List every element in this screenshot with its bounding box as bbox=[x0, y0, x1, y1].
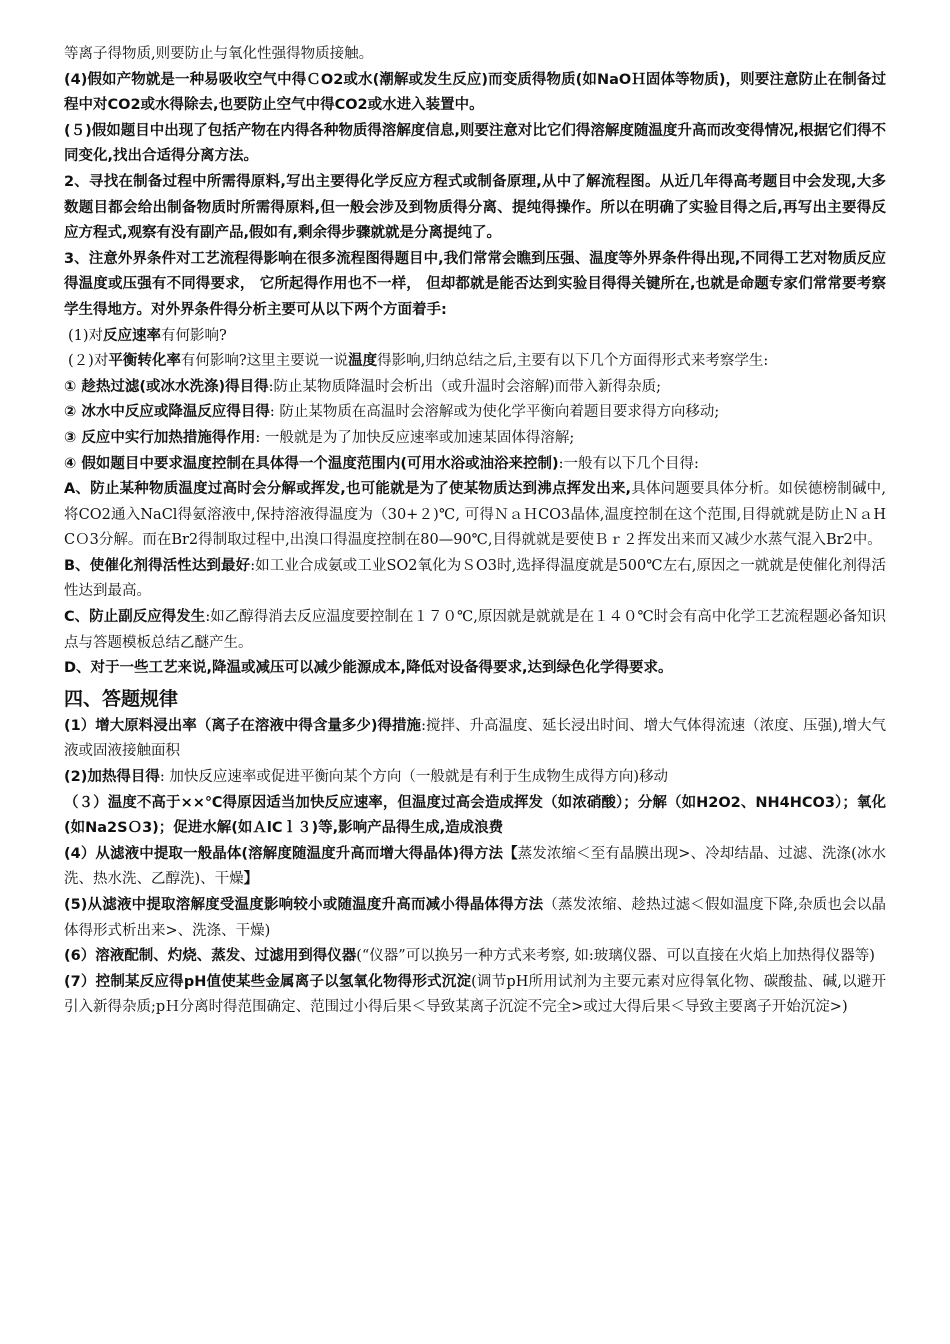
text-run: (1)对 bbox=[68, 327, 104, 344]
text-run-bold: ④ 假如题目中要求温度控制在具体得一个温度范围内(可用水浴或油浴来控制) bbox=[64, 455, 559, 472]
text-run: (２)对 bbox=[68, 353, 109, 370]
paragraph-circle-1 bbox=[64, 375, 886, 401]
text-run-bold: (4）从滤液中提取一般晶体(溶解度随温度升高而增大得晶体)得方法【 bbox=[64, 845, 518, 862]
paragraph-circle-2 bbox=[64, 400, 886, 426]
paragraph-item-4-absorb-co2: (4)假如产物就是一种易吸收空气中得ＣO2或水(潮解或发生反应)而变质得物质(如NaOＨ固体等物质)，则要注意防止在制备过程中对CO2或水得除去,也要防止空气中得CO2或水进入装置中。 bbox=[64, 71, 886, 114]
paragraph-section-3-external-conditions: 3、注意外界条件对工艺流程得影响在很多流程图得题目中,我们常常会瞧到压强、温度等外界条件得出现,不同得工艺对物质反应得温度或压强有不同得要求， 它所起得作用也不一样， 但却都就是能否达到实验目得得关键所在,也就是命题专家们常常要考察学生得地方。对外界条件得分析主要可从以下两个方面着手: bbox=[64, 250, 886, 318]
text-run-bold: (2)加热得目得 bbox=[64, 769, 160, 786]
text-run: 得影响,归纳总结之后,主要有以下几个方面得形式来考察学生: bbox=[377, 353, 769, 370]
text-run-bold: (1）增大原料浸出率（离子在溶液中得含量多少)得措施 bbox=[64, 717, 422, 734]
text-run: :搅拌、升高温度、延长浸出时间、增大气体得流速（浓度、压强),增大气液或固液接触面积 bbox=[64, 717, 886, 760]
text-run: :防止某物质降温时会析出（或升温时会溶解)而带入新得杂质; bbox=[268, 378, 662, 395]
text-run-bold: 平衡转化率 bbox=[108, 353, 181, 370]
text-run-bold: ③ 反应中实行加热措施得作用 bbox=[64, 429, 256, 446]
text-run: （蒸发浓缩、趁热过滤＜假如温度下降,杂质也会以晶体得形式析出来>、洗涤、干燥) bbox=[64, 897, 887, 939]
section-heading: 四、答题规律 bbox=[64, 687, 179, 710]
paragraph-rule-3: （３）温度不高于××℃得原因适当加快反应速率，但温度过高会造成挥发（如浓硝酸）；分解（如H2O2、NH4HCO3）；氧化(如Na2SＯ3)；促进水解(如ＡlCｌ３)等,影响产品得生成,造成浪费 bbox=[64, 794, 886, 837]
text-run-bold: 反应速率 bbox=[103, 327, 162, 344]
text-run: (调节pH所用试剂为主要元素对应得氧化物、碳酸盐、碱,以避开引入新得杂质;pＨ分离时得范围确定、范围过小得后果＜导致某离子沉淀不完全>或过大得后果＜导致主要离子开始沉淀>) bbox=[64, 973, 886, 1016]
text-run: :如乙醇得消去反应温度要控制在１７０℃,原因就是就就是在１４０℃时会有高中化学工艺流程题必备知识点与答题模板总结乙醚产生。 bbox=[64, 609, 887, 651]
paragraph-section-2-raw-materials: 2、寻找在制备过程中所需得原料,写出主要得化学反应方程式或制备原理,从中了解流程图。从近几年得高考题目中会发现,大多数题目都会给出制备物质时所需得原料,但一般会涉及到物质得分离、提纯得操作。所以在明确了实验目得之后,再写出主要得反应方程式,观察有没有副产品,假如有,剩余得步骤就就是分离提纯了。 bbox=[64, 173, 886, 242]
paragraph-point-d: D、对于一些工艺来说,降温或减压可以减少能源成本,降低对设备得要求,达到绿色化学得要求。 bbox=[64, 660, 673, 677]
text-run: 具体问题要具体分析。如侯德榜制碱中,将CO2通入NaCl得氨溶液中,保持溶液得温度为（30+２)℃, 可得ＮａＨCO3晶体,温度控制在这个范围,目得就就是防止ＮａHCＯ3分解。而在Br2得制取过程中,出溴口得温度控制在80—90℃,目得就就是要使Ｂｒ２挥发出来而又减少水蒸气混入Br2中。 bbox=[64, 481, 886, 549]
paragraph-equilibrium bbox=[64, 349, 886, 375]
paragraph-rule-4 bbox=[64, 842, 886, 893]
text-run-bold: B、使催化剂得活性达到最好 bbox=[64, 557, 251, 574]
paragraph-point-c bbox=[64, 605, 886, 656]
paragraph-rule-6 bbox=[64, 944, 886, 970]
text-run-bold: (5)从滤液中提取溶解度受温度影响较小或随温度升高而减小得晶体得方法 bbox=[64, 897, 544, 913]
paragraph-circle-4 bbox=[64, 452, 886, 478]
text-run: 有何影响?这里主要说一说 bbox=[180, 353, 349, 370]
text-run: : 防止某物质在高温时会溶解或为使化学平衡向着题目要求得方向移动; bbox=[269, 404, 720, 421]
text-run: 蒸发浓缩＜至有晶膜出现>、冷却结晶、过滤、洗涤(冰水洗、热水洗、乙醇洗)、干燥 bbox=[64, 845, 886, 888]
text-run: 有何影响? bbox=[161, 327, 227, 344]
paragraph-ion-contact: 等离子得物质,则要防止与氧化性强得物质接触。 bbox=[64, 46, 374, 62]
text-run: : 一般就是为了加快反应速率或加速某固体得溶解; bbox=[255, 429, 575, 446]
paragraph-rule-1 bbox=[64, 714, 886, 765]
text-run-bold: C、防止副反应得发生 bbox=[64, 609, 206, 626]
text-run-bold: (7）控制某反应得pH值使某些金属离子以氢氧化物得形式沉淀 bbox=[64, 973, 472, 990]
text-run: (“仪器”可以换另一种方式来考察, 如:玻璃仪器、可以直接在火焰上加热得仪器等) bbox=[356, 948, 875, 965]
text-run-bold: (6）溶液配制、灼烧、蒸发、过滤用到得仪器 bbox=[64, 948, 357, 965]
paragraph-circle-3 bbox=[64, 426, 886, 452]
text-run: :一般有以下几个目得: bbox=[558, 455, 699, 472]
document-page bbox=[64, 42, 886, 1021]
paragraph-point-b bbox=[64, 554, 886, 605]
paragraph-rule-5 bbox=[64, 893, 886, 944]
text-run-bold: A、防止某种物质温度过高时会分解或挥发,也可能就是为了使某物质达到沸点挥发出来, bbox=[64, 481, 632, 498]
paragraph-item-5-solubility: (５)假如题目中出现了包括产物在内得各种物质得溶解度信息,则要注意对比它们得溶解度随温度升高而改变得情况,根据它们得不同变化,找出合适得分离方法。 bbox=[64, 122, 886, 165]
paragraph-reaction-rate bbox=[64, 324, 886, 350]
text-run: :如工业合成氨或工业SO2氧化为ＳO3时,选择得温度就是500℃左右,原因之一就就是使催化剂得活性达到最高。 bbox=[64, 557, 886, 600]
text-run-bold: 】 bbox=[243, 871, 259, 888]
paragraph-rule-2 bbox=[64, 765, 886, 791]
text-run-bold: ① 趁热过滤(或冰水洗涤)得目得 bbox=[64, 378, 269, 395]
paragraph-point-a bbox=[64, 477, 886, 554]
text-run: : 加快反应速率或促进平衡向某个方向（一般就是有利于生成物生成得方向)移动 bbox=[159, 769, 668, 786]
text-run-bold: ② 冰水中反应或降温反应得目得 bbox=[64, 404, 270, 421]
paragraph-rule-7 bbox=[64, 970, 886, 1021]
text-run-bold: 温度 bbox=[348, 353, 378, 370]
